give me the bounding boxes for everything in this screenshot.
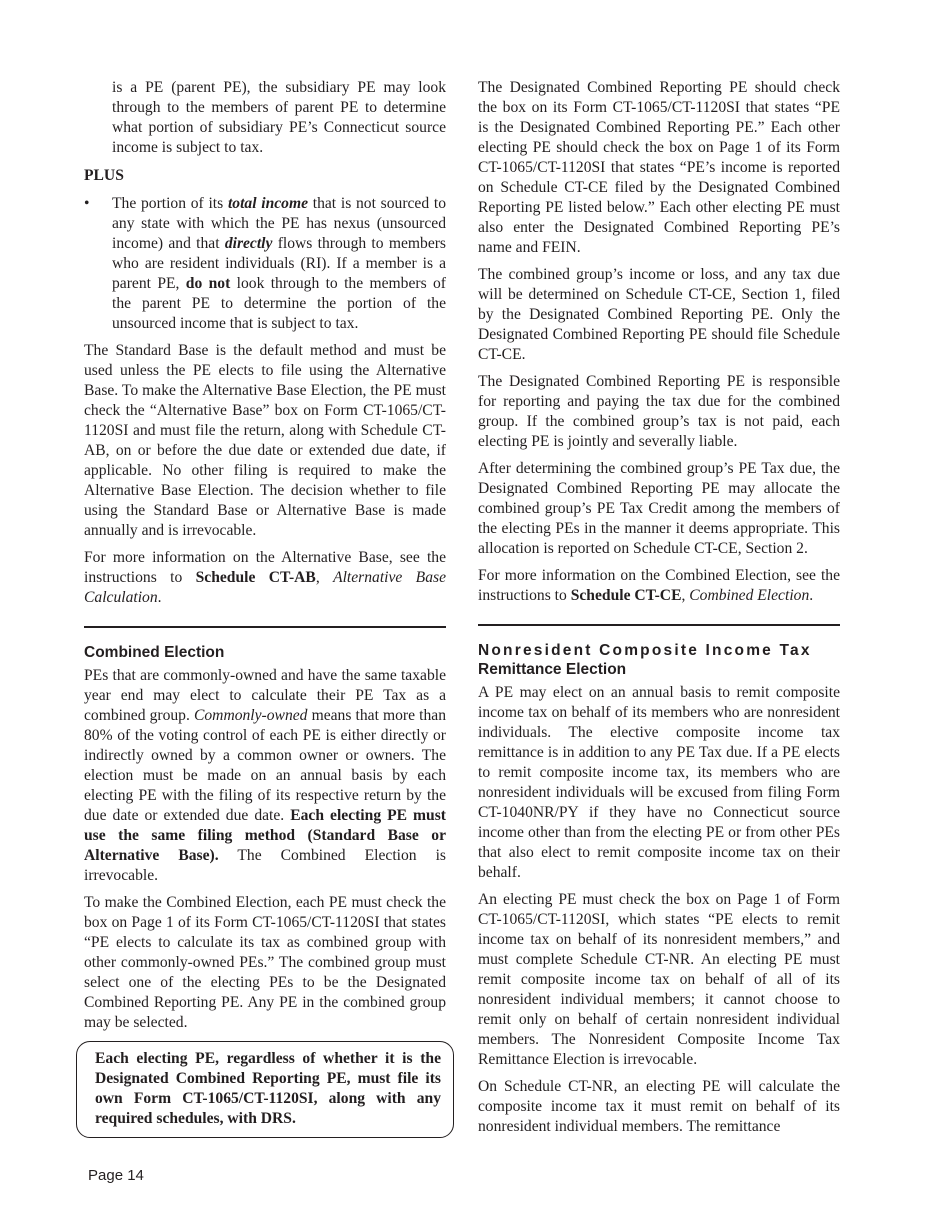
combined-election-paragraph-1: PEs that are commonly-owned and have the same taxable year end may elect to calculate their PE Tax as a combined group. Commonly-owned means that more than 80% of the voting control of each PE is either directly or indirectly owned by a common owner or owners. The election must be made on an annual basis by each electing PE with the filing of its respective return by the due date or extended due date. Each electing PE must use the same filing method (Standard Base or Alternative Base). The Combined Election is irrevocable.	[84, 667, 446, 884]
section-divider	[84, 626, 446, 628]
right-column	[478, 78, 840, 1144]
responsibility-paragraph: The Designated Combined Reporting PE is responsible for reporting and paying the tax due for the combined group. If the combined group’s tax is not paid, each electing PE is jointly and severally liable.	[478, 373, 840, 450]
left-column	[84, 78, 446, 1138]
bullet-item	[84, 194, 446, 334]
combined-election-more-info: For more information on the Combined Election, see the instructions to Schedule CT-CE, Combined Election.	[478, 567, 840, 604]
composite-election-heading: Nonresident Composite Income Tax Remittance Election	[478, 642, 812, 678]
composite-paragraph-1: A PE may elect on an annual basis to remit composite income tax on behalf of its members who are nonresident individuals. The elective composite income tax remittance is in addition to any PE Tax due. If a PE elects to remit composite income tax, its members who are nonresident individuals will be excused from filing Form CT-1040NR/PY if they have no Connecticut source income other than from the electing PE or from other PEs that also elect to remit composite income tax on their behalf.	[478, 684, 840, 881]
designated-pe-paragraph: The Designated Combined Reporting PE should check the box on its Form CT-1065/CT-1120SI that states “PE is the Designated Combined Reporting PE.” Each other electing PE should check the box on Page 1 of its Form CT-1065/CT-1120SI that states “PE’s income is reported on Schedule CT-CE filed by the Designated Combined Reporting PE listed below.” Each other electing PE must also enter the Designated Combined Reporting PE’s name and FEIN.	[478, 79, 840, 256]
note-box	[76, 1041, 454, 1138]
combined-income-paragraph: The combined group’s income or loss, and any tax due will be determined on Schedule CT-CE, Section 1, filed by the Designated Combined Reporting PE. Only the Designated Combined Reporting PE should file Schedule CT-CE.	[478, 266, 840, 363]
section-divider	[478, 624, 840, 626]
bullet-text: The portion of its total income that is not sourced to any state with which the PE has nexus (unsourced income) and that directly flows through to members who are resident individuals (RI). If a member is a parent PE, do not look through to the members of the parent PE to determine the portion of the unsourced income that is subject to tax.	[112, 195, 447, 332]
composite-paragraph-3: On Schedule CT-NR, an electing PE will calculate the composite income tax it must remit on behalf of its nonresident individual members. The remittance	[478, 1078, 840, 1135]
page-number: Page 14	[88, 1167, 144, 1184]
bullet-mark: •	[84, 195, 90, 212]
alternative-base-more-info: For more information on the Alternative Base, see the instructions to Schedule CT-AB, Alternative Base Calculation.	[84, 549, 446, 606]
plus-label: PLUS	[84, 167, 124, 184]
note-text: Each electing PE, regardless of whether it is the Designated Combined Reporting PE, must file its own Form CT-1065/CT-1120SI, along with any required schedules, with DRS.	[95, 1050, 441, 1127]
intro-continuation: is a PE (parent PE), the subsidiary PE may look through to the members of parent PE to determine what portion of subsidiary PE’s Connecticut source income is subject to tax.	[112, 79, 446, 156]
standard-base-paragraph: The Standard Base is the default method and must be used unless the PE elects to file using the Alternative Base. To make the Alternative Base Election, the PE must check the “Alternative Base” box on Form CT-1065/CT-1120SI and must file the return, along with Schedule CT-AB, on or before the due date or extended due date, if applicable. No other filing is required to make the Alternative Base Election. The decision whether to file using the Standard Base or Alternative Base is made annually and is irrevocable.	[84, 342, 446, 539]
combined-election-heading: Combined Election	[84, 644, 225, 661]
allocation-paragraph: After determining the combined group’s PE Tax due, the Designated Combined Reporting PE may allocate the combined group’s PE Tax Credit among the members of the electing PEs in the manner it deems appropriate. This allocation is reported on Schedule CT-CE, Section 2.	[478, 460, 840, 557]
composite-paragraph-2: An electing PE must check the box on Page 1 of Form CT-1065/CT-1120SI, which states “PE elects to remit income tax on behalf of its nonresident members,” and must complete Schedule CT-NR. An electing PE must remit composite income tax on behalf of all of its nonresident individual members; it cannot choose to remit only on behalf of certain nonresident individual members. The Nonresident Composite Income Tax Remittance Election is irrevocable.	[478, 891, 840, 1068]
combined-election-paragraph-2: To make the Combined Election, each PE must check the box on Page 1 of its Form CT-1065/CT-1120SI that states “PE elects to calculate its tax as combined group with other commonly-owned PEs.” The combined group must select one of the electing PEs to be the Designated Combined Reporting PE. Any PE in the combined group may be selected.	[84, 894, 446, 1031]
